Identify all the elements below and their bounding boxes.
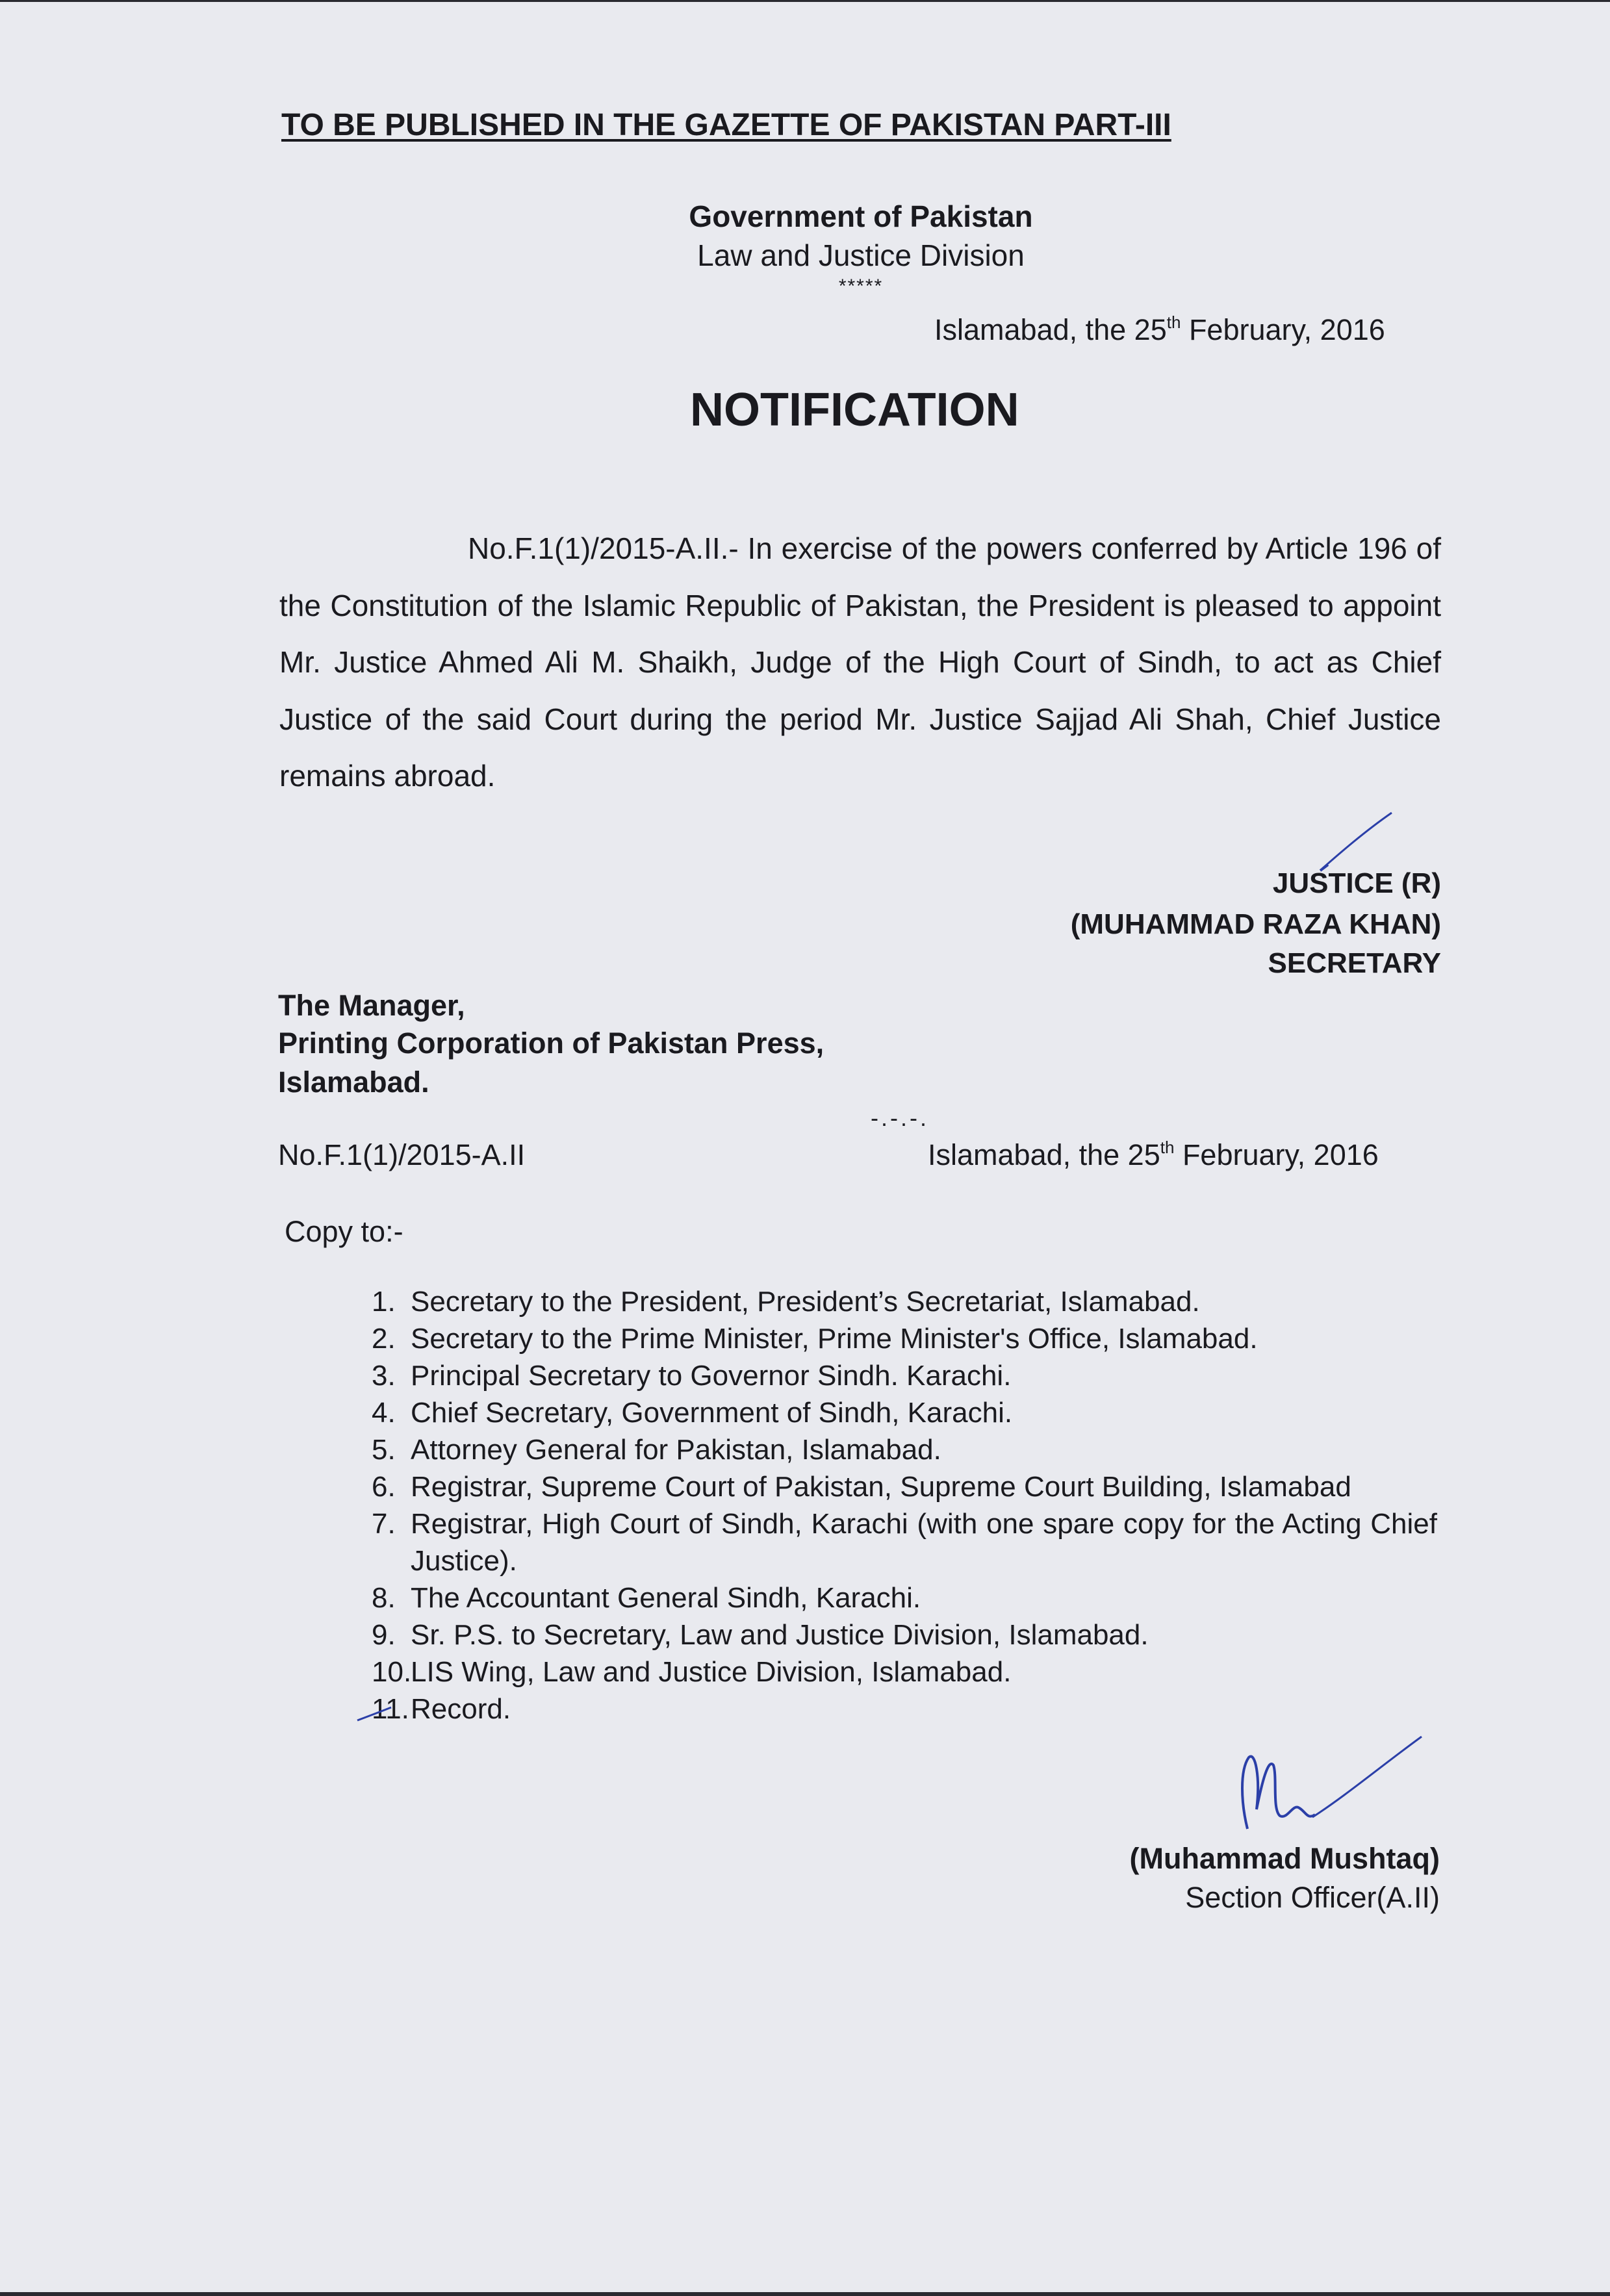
notification-date xyxy=(934,313,1385,347)
gazette-heading: TO BE PUBLISHED IN THE GAZETTE OF PAKISTAN PART-III xyxy=(281,108,1171,142)
secretary-signature-mark xyxy=(1319,809,1397,874)
list-item-number: 7. xyxy=(372,1508,396,1540)
signatory-designation: SECRETARY xyxy=(1268,947,1441,979)
list-item-text: Chief Secretary, Government of Sindh, Karachi. xyxy=(411,1397,1013,1429)
officer-name: (Muhammad Mushtaq) xyxy=(1129,1842,1440,1875)
list-item xyxy=(372,1579,1437,1616)
copy-date-rest: February, 2016 xyxy=(1174,1138,1379,1171)
copy-to-label: Copy to:- xyxy=(285,1215,403,1248)
date-suffix: th xyxy=(1166,313,1181,332)
tick-mark xyxy=(355,1702,394,1728)
list-item-text: Principal Secretary to Governor Sindh. Karachi. xyxy=(411,1360,1012,1392)
list-item xyxy=(372,1616,1437,1653)
list-item-number: 9. xyxy=(372,1619,396,1651)
list-item-text: Registrar, Supreme Court of Pakistan, Supreme Court Building, Islamabad xyxy=(411,1471,1351,1503)
list-item-number: 1. xyxy=(372,1286,396,1318)
list-item-text: The Accountant General Sindh, Karachi. xyxy=(411,1582,921,1614)
division-name: Law and Justice Division xyxy=(697,238,1025,272)
list-item xyxy=(372,1283,1437,1320)
section-separator: -.-.-. xyxy=(871,1104,929,1131)
list-item xyxy=(372,1357,1437,1394)
list-item-text: Attorney General for Pakistan, Islamabad. xyxy=(411,1434,941,1466)
addressee-line-1: The Manager, xyxy=(278,989,465,1022)
government-name: Government of Pakistan xyxy=(689,199,1033,233)
list-item xyxy=(372,1394,1437,1431)
list-item-number: 2. xyxy=(372,1323,396,1355)
addressee-line-2: Printing Corporation of Pakistan Press, xyxy=(278,1027,824,1060)
copy-reference-number: No.F.1(1)/2015-A.II xyxy=(278,1138,526,1171)
list-item-text: Record. xyxy=(411,1693,511,1725)
list-item-text: Registrar, High Court of Sindh, Karachi (with one spare copy for the Acting Chief Justice). xyxy=(411,1508,1437,1577)
list-item xyxy=(372,1431,1437,1468)
list-item xyxy=(372,1653,1437,1690)
notification-title: NOTIFICATION xyxy=(690,384,1019,436)
officer-designation: Section Officer(A.II) xyxy=(1185,1881,1440,1914)
copy-list xyxy=(372,1283,1437,1728)
separator-stars: ***** xyxy=(838,275,884,297)
copy-date xyxy=(928,1138,1379,1172)
list-item-text: LIS Wing, Law and Justice Division, Islamabad. xyxy=(411,1656,1012,1688)
signatory-name: (MUHAMMAD RAZA KHAN) xyxy=(1070,908,1441,940)
copy-date-suffix: th xyxy=(1160,1138,1175,1157)
list-item-number: 5. xyxy=(372,1434,396,1466)
list-item xyxy=(372,1320,1437,1357)
list-item-text: Sr. P.S. to Secretary, Law and Justice Division, Islamabad. xyxy=(411,1619,1149,1651)
list-item-number: 4. xyxy=(372,1397,396,1429)
list-item-number: 8. xyxy=(372,1582,396,1614)
copy-date-prefix: Islamabad, the 25 xyxy=(928,1138,1160,1171)
notification-body xyxy=(279,520,1441,805)
list-item xyxy=(372,1505,1437,1579)
list-item xyxy=(372,1468,1437,1505)
list-item xyxy=(372,1690,1437,1728)
list-item-number: 6. xyxy=(372,1471,396,1503)
date-rest: February, 2016 xyxy=(1181,313,1385,346)
date-prefix: Islamabad, the 25 xyxy=(934,313,1167,346)
addressee-line-3: Islamabad. xyxy=(278,1065,429,1099)
list-item-number: 11. xyxy=(372,1693,409,1725)
signatory-title: JUSTICE (R) xyxy=(1272,867,1441,899)
list-item-number: 10. xyxy=(372,1656,412,1688)
officer-signature xyxy=(1228,1731,1429,1842)
notification-body-text: No.F.1(1)/2015-A.II.- In exercise of the powers conferred by Article 196 of the Constitution of the Islamic Republic of Pakistan, the President is pleased to appoint Mr. Justice Ahmed Ali M. Shaikh, Judge of the High Court of Sindh, to act as Chief Justice of the said Court during the period Mr. Justice Sajjad Ali Shah, Chief Justice remains abroad. xyxy=(279,531,1441,793)
list-item-text: Secretary to the Prime Minister, Prime Minister's Office, Islamabad. xyxy=(411,1323,1258,1355)
list-item-number: 3. xyxy=(372,1360,396,1392)
list-item-text: Secretary to the President, President’s Secretariat, Islamabad. xyxy=(411,1286,1200,1318)
